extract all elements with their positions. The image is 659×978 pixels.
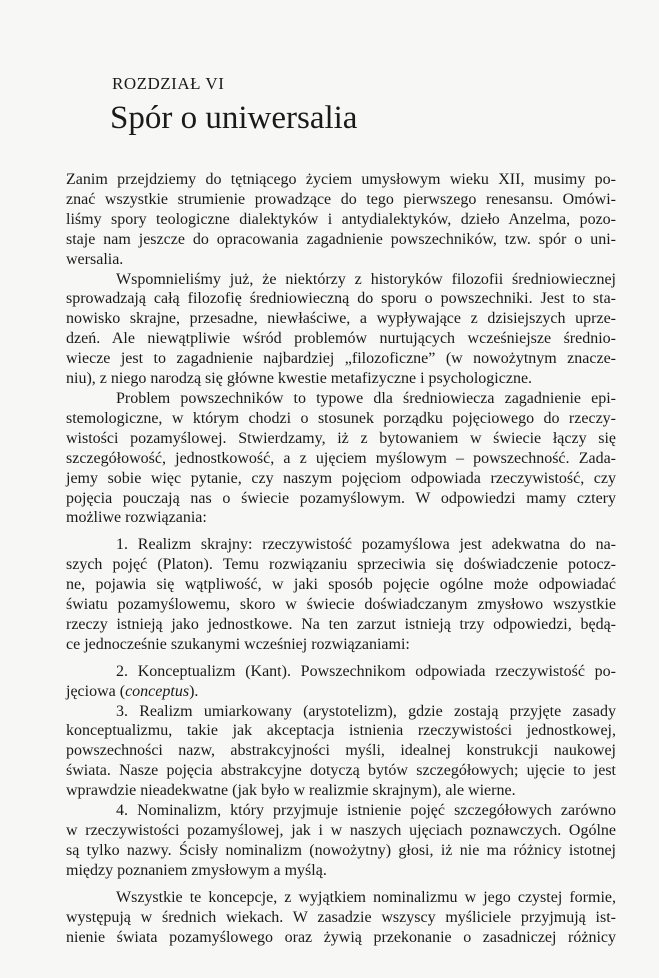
text-line: 3. Realizm umiarkowany (arystotelizm), gdzie zostają przyjęte zasady [116,702,616,720]
text-line: Wszystkie te koncepcje, z wyjątkiem nominalizmu w jego czystej formie, [116,888,616,906]
text-line: nienie świata pozamyślowego oraz żywią przekonanie o zasadniczej różnicy [66,928,616,946]
text-line: szych pojęć (Platon). Temu rozwiązaniu sprzeciwia się doświadczenie potocz- [66,556,616,574]
text-line: Problem powszechników to typowe dla średniowiecza zagadnienie epi- [116,389,616,407]
chapter-title: Spór o uniwersalia [110,100,358,136]
spacer [66,655,616,662]
text-line: powszechności nazw, abstrakcyjności myśli, idealnej konstrukcji naukowej [66,742,616,760]
spacer [66,881,616,888]
text-line: szczegółowość, jednostkowość, a z ujęciem myślowym – powszechność. Zada- [66,449,616,467]
text-line: pojęcia pouczają nas o świecie pozamyślowym. W odpowiedzi mamy cztery [66,489,616,507]
paragraph-realism-extreme [66,535,616,654]
text-line: niu), z niego narodzą się główne kwestie metafizyczne i psychologiczne. [66,370,533,388]
text-line [66,682,616,702]
text-line: są tylko nazwy. Ścisły nominalizm (nowożytny) głosi, iż nie ma różnicy istotnej [66,841,616,859]
text-line: wersalia. [66,250,124,268]
text-line: Zanim przejdziemy do tętniącego życiem umysłowym wieku XII, musimy po- [66,171,616,188]
text-line: dzeń. Ale niewątpliwie wśród problemów nurtujących wcześniejsze średnio- [66,330,616,348]
paragraph-conceptualism [66,662,616,702]
text-line: 2. Konceptualizm (Kant). Powszechnikom odpowiada rzeczywistość po- [116,662,616,680]
text-line: świata. Nasze pojęcia abstrakcyjne dotyczą bytów szczegółowych; ujęcie to jest [66,762,616,780]
text-line: ce jednocześnie szukanymi wcześniej rozwiązaniami: [66,635,410,653]
paragraph-realism-moderate [66,702,616,802]
text-line: możliwe rozwiązania: [66,509,207,527]
text-fragment: jęciowa ( [66,682,126,700]
text-line: stemologiczne, w którym chodzi o stosunek porządku pojęciowego do rzeczy- [66,409,616,427]
italic-term: conceptus [125,682,190,700]
paragraph-nominalism [66,801,616,881]
text-line: konceptualizmu, takie jak akceptacja istnienia rzeczywistości jednostkowej, [66,722,616,740]
text-line: sprowadzają całą filozofię średniowieczną do sporu o powszechniki. Jest to sta- [66,290,616,308]
text-line: nowisko skrajne, przesadne, niewłaściwe, a wypływające z dzisiejszych uprze- [66,310,616,328]
text-line: rzeczy istnieją jako jednostkowe. Na ten zarzut istnieją trzy odpowiedzi, będą- [66,615,616,633]
text-line: 1. Realizm skrajny: rzeczywistość pozamyślowa jest adekwatna do na- [116,536,616,554]
body-text [66,170,616,947]
text-line: Wspomnieliśmy już, że niektórzy z historyków filozofii średniowiecznej [116,270,616,288]
text-line: znać wszystkie strumienie prowadzące do tego pierwszego renesansu. Omówi- [66,190,616,208]
text-line: liśmy spory teologiczne dialektyków i antydialektyków, dzieło Anzelma, pozo- [66,210,616,228]
paragraph-conclusion [66,888,616,948]
text-line: 4. Nominalizm, który przyjmuje istnienie pojęć szczegółowych zarówno [116,802,616,820]
text-line: jemy sobie więc pytanie, czy naszym pojęciom odpowiada rzeczywistość, czy [66,469,616,487]
chapter-label: ROZDZIAŁ VI [112,74,225,93]
text-line: między poznaniem zmysłowym a myślą. [66,861,327,879]
paragraph-problem [66,389,616,528]
text-line: wiecze jest to zagadnienie najbardziej „filozoficzne” (w nowożytnym znacze- [66,350,616,368]
spacer [66,528,616,535]
paragraph-intro [66,170,616,270]
text-line: wistości pozamyślowej. Stwierdzamy, iż z bytowaniem w świecie łączy się [66,429,616,447]
text-line: ne, pojawia się wątpliwość, w jaki sposób pojęcie ogólne może odpowiadać [66,576,616,594]
paragraph-history [66,270,616,389]
text-line: staje nam jeszcze do opracowania zagadnienie powszechników, tzw. spór o uni- [66,230,616,248]
text-line: wprawdzie nieadekwatne (jak było w realizmie skrajnym), ale wierne. [66,782,516,800]
text-line: występują w średnich wiekach. W zasadzie wszyscy myśliciele przyjmują ist- [66,908,616,926]
text-line: światu pozamyślowemu, skoro w świecie doświadczanym zmysłowo wszystkie [66,596,616,614]
text-line: w rzeczywistości pozamyślowej, jak i w naszych ujęciach poznawczych. Ogólne [66,822,616,839]
text-fragment: ). [189,682,199,700]
